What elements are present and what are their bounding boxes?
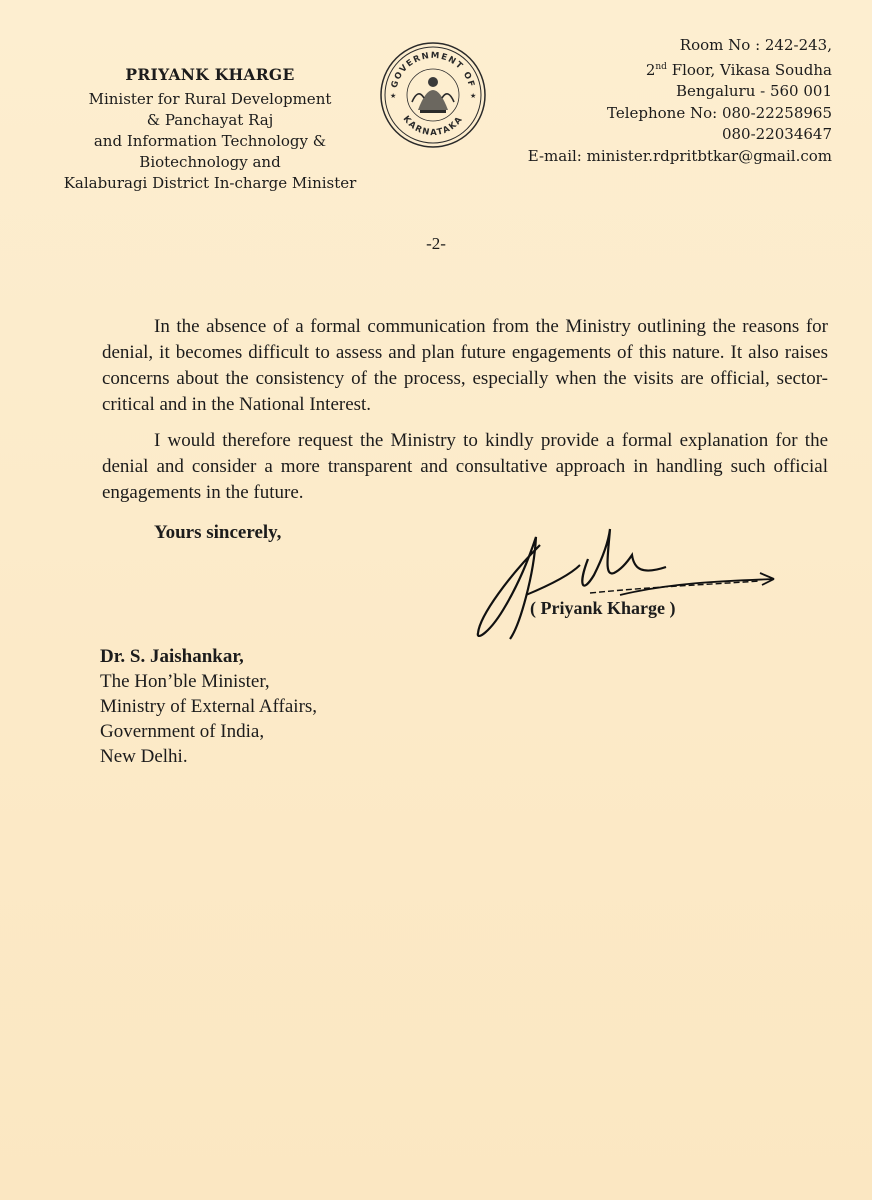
state-emblem-icon (378, 40, 488, 150)
floor-address (492, 57, 832, 82)
paragraph-text: In the absence of a formal communication from the Ministry outlining the reasons for denial, it becomes difficult to assess and plan future engagements of this nature. It also raises concerns about the consistency of the process, especially when the visits are official, sector-critical and in the National Interest. (102, 316, 828, 415)
body-paragraph (102, 428, 828, 506)
telephone-number: Telephone No: 080-22258965 (606, 103, 832, 122)
page-number: -2- (426, 234, 446, 253)
floor-number: 2 (645, 60, 656, 79)
closing-salutation: Yours sincerely, (154, 522, 282, 543)
sender-name: PRIYANK KHARGE (125, 65, 295, 84)
addressee-line: Ministry of External Affairs, (100, 696, 318, 717)
sender-title-line: Kalaburagi District In-charge Minister (63, 174, 357, 192)
sender-title-line: & Panchayat Raj (146, 111, 274, 129)
room-number: Room No : 242-243, (679, 36, 832, 54)
paragraph-text: I would therefore request the Ministry to kindly provide a formal explanation for the denial and consider a more transparent and consultative approach in handling such official engagements in the future. (102, 430, 828, 503)
sender-title-line: and Information Technology & (93, 132, 327, 150)
body-paragraph (102, 314, 828, 418)
sender-block (40, 64, 380, 194)
svg-text:KARNATAKA: KARNATAKA (400, 114, 466, 139)
svg-text:★: ★ (470, 92, 477, 100)
sender-title-line: Minister for Rural Development (88, 90, 332, 108)
telephone-number-alt: 080-22034647 (721, 125, 832, 143)
addressee-name: Dr. S. Jaishankar, (100, 646, 244, 667)
floor-suffix: nd (655, 61, 667, 72)
email-address: E-mail: minister.rdpritbtkar@gmail.com (527, 146, 832, 165)
addressee-line: The Hon’ble Minister, (100, 671, 270, 692)
handwritten-signature (470, 515, 790, 645)
city-pincode: Bengaluru - 560 001 (675, 82, 832, 100)
svg-text:★: ★ (390, 92, 397, 100)
svg-text:GOVERNMENT OF: GOVERNMENT OF (389, 50, 477, 90)
government-seal (378, 40, 488, 150)
contact-block (492, 35, 832, 167)
floor-building: Floor, Vikasa Soudha (666, 60, 832, 79)
sender-title-line: Biotechnology and (139, 153, 281, 171)
addressee-line: Government of India, (100, 721, 265, 742)
signatory-name: ( Priyank Kharge ) (530, 598, 676, 618)
addressee-line: New Delhi. (100, 746, 188, 767)
addressee-block (100, 644, 317, 769)
